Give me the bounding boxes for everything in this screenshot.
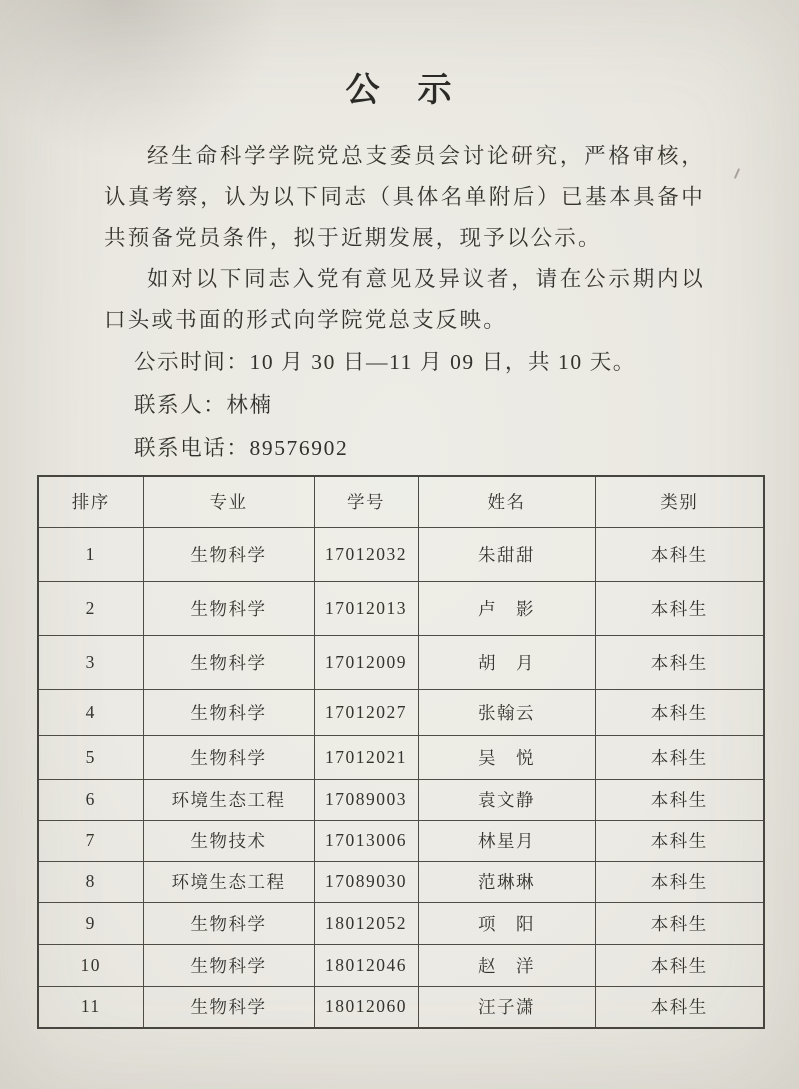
- cell-name: 项 阳: [418, 902, 595, 944]
- table-row: [38, 779, 764, 820]
- cell-major: 生物科学: [143, 735, 314, 779]
- objection-paragraph: 如对以下同志入党有意见及异议者，请在公示期内以口头或书面的形式向学院党总支反映。: [104, 267, 705, 332]
- cell-category: 本科生: [595, 527, 764, 581]
- cell-name: 张翰云: [418, 689, 595, 735]
- cell-category: 本科生: [595, 861, 764, 902]
- cell-major: 生物科学: [143, 944, 314, 986]
- cell-category: 本科生: [595, 779, 764, 820]
- cell-student-id: 18012046: [314, 944, 418, 986]
- cell-order: 3: [38, 635, 143, 689]
- cell-major: 生物科学: [143, 635, 314, 689]
- cell-order: 10: [38, 944, 143, 986]
- candidate-table: [37, 475, 765, 1029]
- cell-student-id: 18012060: [314, 986, 418, 1028]
- cell-category: 本科生: [595, 902, 764, 944]
- table-row: [38, 581, 764, 635]
- cell-order: 11: [38, 986, 143, 1028]
- col-header-name: 姓名: [418, 476, 595, 527]
- cell-student-id: 17089003: [314, 779, 418, 820]
- col-header-category: 类别: [595, 476, 764, 527]
- cell-name: 胡 月: [418, 635, 595, 689]
- col-header-student-id: 学号: [314, 476, 418, 527]
- cell-major: 生物科学: [143, 527, 314, 581]
- cell-student-id: 17089030: [314, 861, 418, 902]
- table-row: [38, 944, 764, 986]
- cell-name: 卢 影: [418, 581, 595, 635]
- scan-artifact-mark: [734, 168, 740, 179]
- cell-category: 本科生: [595, 581, 764, 635]
- cell-student-id: 18012052: [314, 902, 418, 944]
- cell-category: 本科生: [595, 820, 764, 861]
- table-row: [38, 689, 764, 735]
- table-row: [38, 735, 764, 779]
- cell-major: 生物科学: [143, 986, 314, 1028]
- table-row: [38, 986, 764, 1028]
- cell-major: 生物技术: [143, 820, 314, 861]
- col-header-order: 排序: [38, 476, 143, 527]
- cell-major: 生物科学: [143, 902, 314, 944]
- cell-major: 生物科学: [143, 581, 314, 635]
- cell-major: 生物科学: [143, 689, 314, 735]
- contact-person-line: 联系人：林楠: [134, 393, 273, 417]
- table-row: [38, 635, 764, 689]
- table-row: [38, 861, 764, 902]
- cell-order: 6: [38, 779, 143, 820]
- announcement-body: [104, 136, 705, 470]
- cell-category: 本科生: [595, 986, 764, 1028]
- notice-period-line: 公示时间：10 月 30 日—11 月 09 日，共 10 天。: [134, 350, 636, 374]
- cell-student-id: 17012009: [314, 635, 418, 689]
- cell-category: 本科生: [595, 944, 764, 986]
- cell-name: 范琳琳: [418, 861, 595, 902]
- cell-name: 朱甜甜: [418, 527, 595, 581]
- cell-name: 袁文静: [418, 779, 595, 820]
- cell-major: 环境生态工程: [143, 779, 314, 820]
- table-row: [38, 527, 764, 581]
- table-row: [38, 902, 764, 944]
- cell-student-id: 17012032: [314, 527, 418, 581]
- page-title: 公 示: [345, 72, 454, 109]
- cell-student-id: 17013006: [314, 820, 418, 861]
- cell-order: 8: [38, 861, 143, 902]
- cell-order: 9: [38, 902, 143, 944]
- table-header-row: [38, 476, 764, 527]
- intro-paragraph: 经生命科学学院党总支委员会讨论研究，严格审核，认真考察，认为以下同志（具体名单附后）已基本具备中共预备党员条件，拟于近期发展，现予以公示。: [104, 144, 705, 250]
- cell-category: 本科生: [595, 689, 764, 735]
- cell-student-id: 17012013: [314, 581, 418, 635]
- cell-major: 环境生态工程: [143, 861, 314, 902]
- cell-order: 4: [38, 689, 143, 735]
- contact-phone-line: 联系电话：89576902: [134, 436, 349, 460]
- cell-name: 林星月: [418, 820, 595, 861]
- cell-order: 2: [38, 581, 143, 635]
- cell-order: 1: [38, 527, 143, 581]
- cell-order: 7: [38, 820, 143, 861]
- col-header-major: 专业: [143, 476, 314, 527]
- cell-name: 汪子潇: [418, 986, 595, 1028]
- cell-order: 5: [38, 735, 143, 779]
- cell-student-id: 17012021: [314, 735, 418, 779]
- cell-student-id: 17012027: [314, 689, 418, 735]
- cell-category: 本科生: [595, 635, 764, 689]
- cell-name: 赵 洋: [418, 944, 595, 986]
- table-row: [38, 820, 764, 861]
- cell-name: 吴 悦: [418, 735, 595, 779]
- cell-category: 本科生: [595, 735, 764, 779]
